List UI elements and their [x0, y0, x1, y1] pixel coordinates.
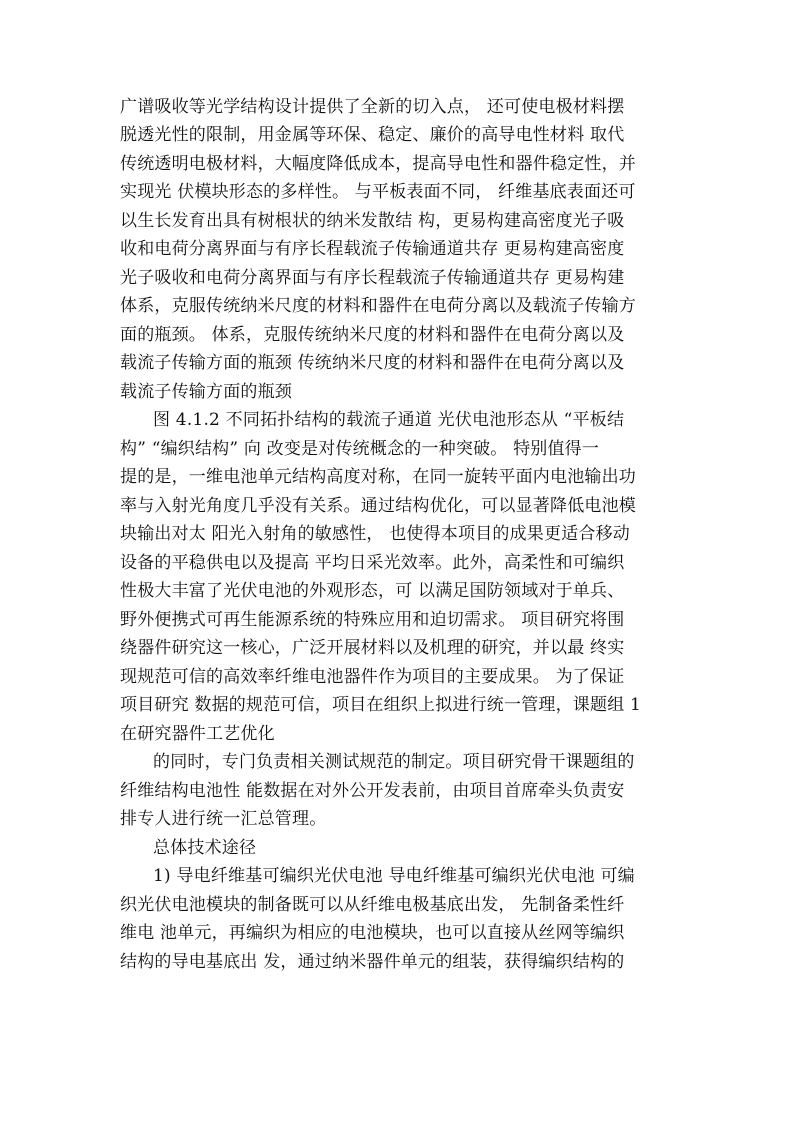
text-line: 收和电荷分离界面与有序长程载流子传输通道共存 更易构建高密度: [120, 239, 625, 259]
text-line: 块输出对太 阳光入射角的敏感性， 也使得本项目的成果更适合移动: [120, 524, 631, 544]
text-line: 以生长发育出具有树根状的纳米发散结 构，更易构建高密度光子吸: [120, 211, 625, 231]
text-line: 性极大丰富了光伏电池的外观形态，可 以满足国防领域对于单兵、: [120, 581, 625, 601]
text-line: 面的瓶颈。 体系，克服传统纳米尺度的材料和器件在电荷分离以及: [120, 325, 625, 345]
text-line: 绕器件研究这一核心，广泛开展材料以及机理的研究，并以最 终实: [120, 638, 625, 658]
text-line: 构” “编织结构” 向 改变是对传统概念的一种突破。 特别值得一: [120, 439, 600, 459]
text-line: 织光伏电池模块的制备既可以从纤维电极基底出发， 先制备柔性纤: [120, 895, 625, 915]
text-line: 现规范可信的高效率纤维电池器件作为项目的主要成果。 为了保证: [120, 667, 625, 687]
text-line: 在研究器件工艺优化: [120, 724, 275, 744]
text-line: 结构的导电基底出 发，通过纳米器件单元的组装，获得编织结构的: [120, 952, 625, 972]
text-line: 实现光 伏模块形态的多样性。 与平板表面不同， 纤维基底表面还可: [120, 182, 636, 202]
text-line: 传统透明电极材料，大幅度降低成本，提高导电性和器件稳定性，并: [120, 154, 636, 174]
text-line: 广谱吸收等光学结构设计提供了全新的切入点， 还可使电极材料摆: [120, 97, 625, 117]
text-line: 率与入射光角度几乎没有关系。通过结构优化，可以显著降低电池模: [120, 496, 636, 516]
text-line: 的同时，专门负责相关测试规范的制定。项目研究骨干课题组的: [153, 752, 635, 772]
text-line: 设备的平稳供电以及提高 平均日采光效率。此外，高柔性和可编织: [120, 553, 625, 573]
text-line: 载流子传输方面的瓶颈: [120, 382, 292, 402]
text-line: 载流子传输方面的瓶颈 传统纳米尺度的材料和器件在电荷分离以及: [120, 353, 625, 373]
figure-caption-line: 图 4.1.2 不同拓扑结构的载流子通道 光伏电池形态从 “平板结: [153, 410, 625, 430]
text-line: 体系，克服传统纳米尺度的材料和器件在电荷分离以及载流子传输方: [120, 296, 636, 316]
text-line: 排专人进行统一汇总管理。: [120, 809, 327, 829]
text-line: 提的是，一维电池单元结构高度对称，在同一旋转平面内电池输出功: [120, 467, 636, 487]
section-heading: 总体技术途径: [153, 838, 257, 858]
text-line: 野外便携式可再生能源系统的特殊应用和迫切需求。 项目研究将围: [120, 610, 625, 630]
text-line: 光子吸收和电荷分离界面与有序长程载流子传输通道共存 更易构建: [120, 268, 625, 288]
text-line: 纤维结构电池性 能数据在对外公开发表前，由项目首席牵头负责安: [120, 781, 625, 801]
text-line: 1) 导电纤维基可编织光伏电池 导电纤维基可编织光伏电池 可编: [153, 866, 635, 886]
text-line: 维电 池单元，再编织为相应的电池模块，也可以直接从丝网等编织: [120, 923, 625, 943]
text-line: 脱透光性的限制，用金属等环保、稳定、廉价的高导电性材料 取代: [120, 125, 625, 145]
text-line: 项目研究 数据的规范可信，项目在组织上拟进行统一管理，课题组 1: [120, 695, 642, 715]
